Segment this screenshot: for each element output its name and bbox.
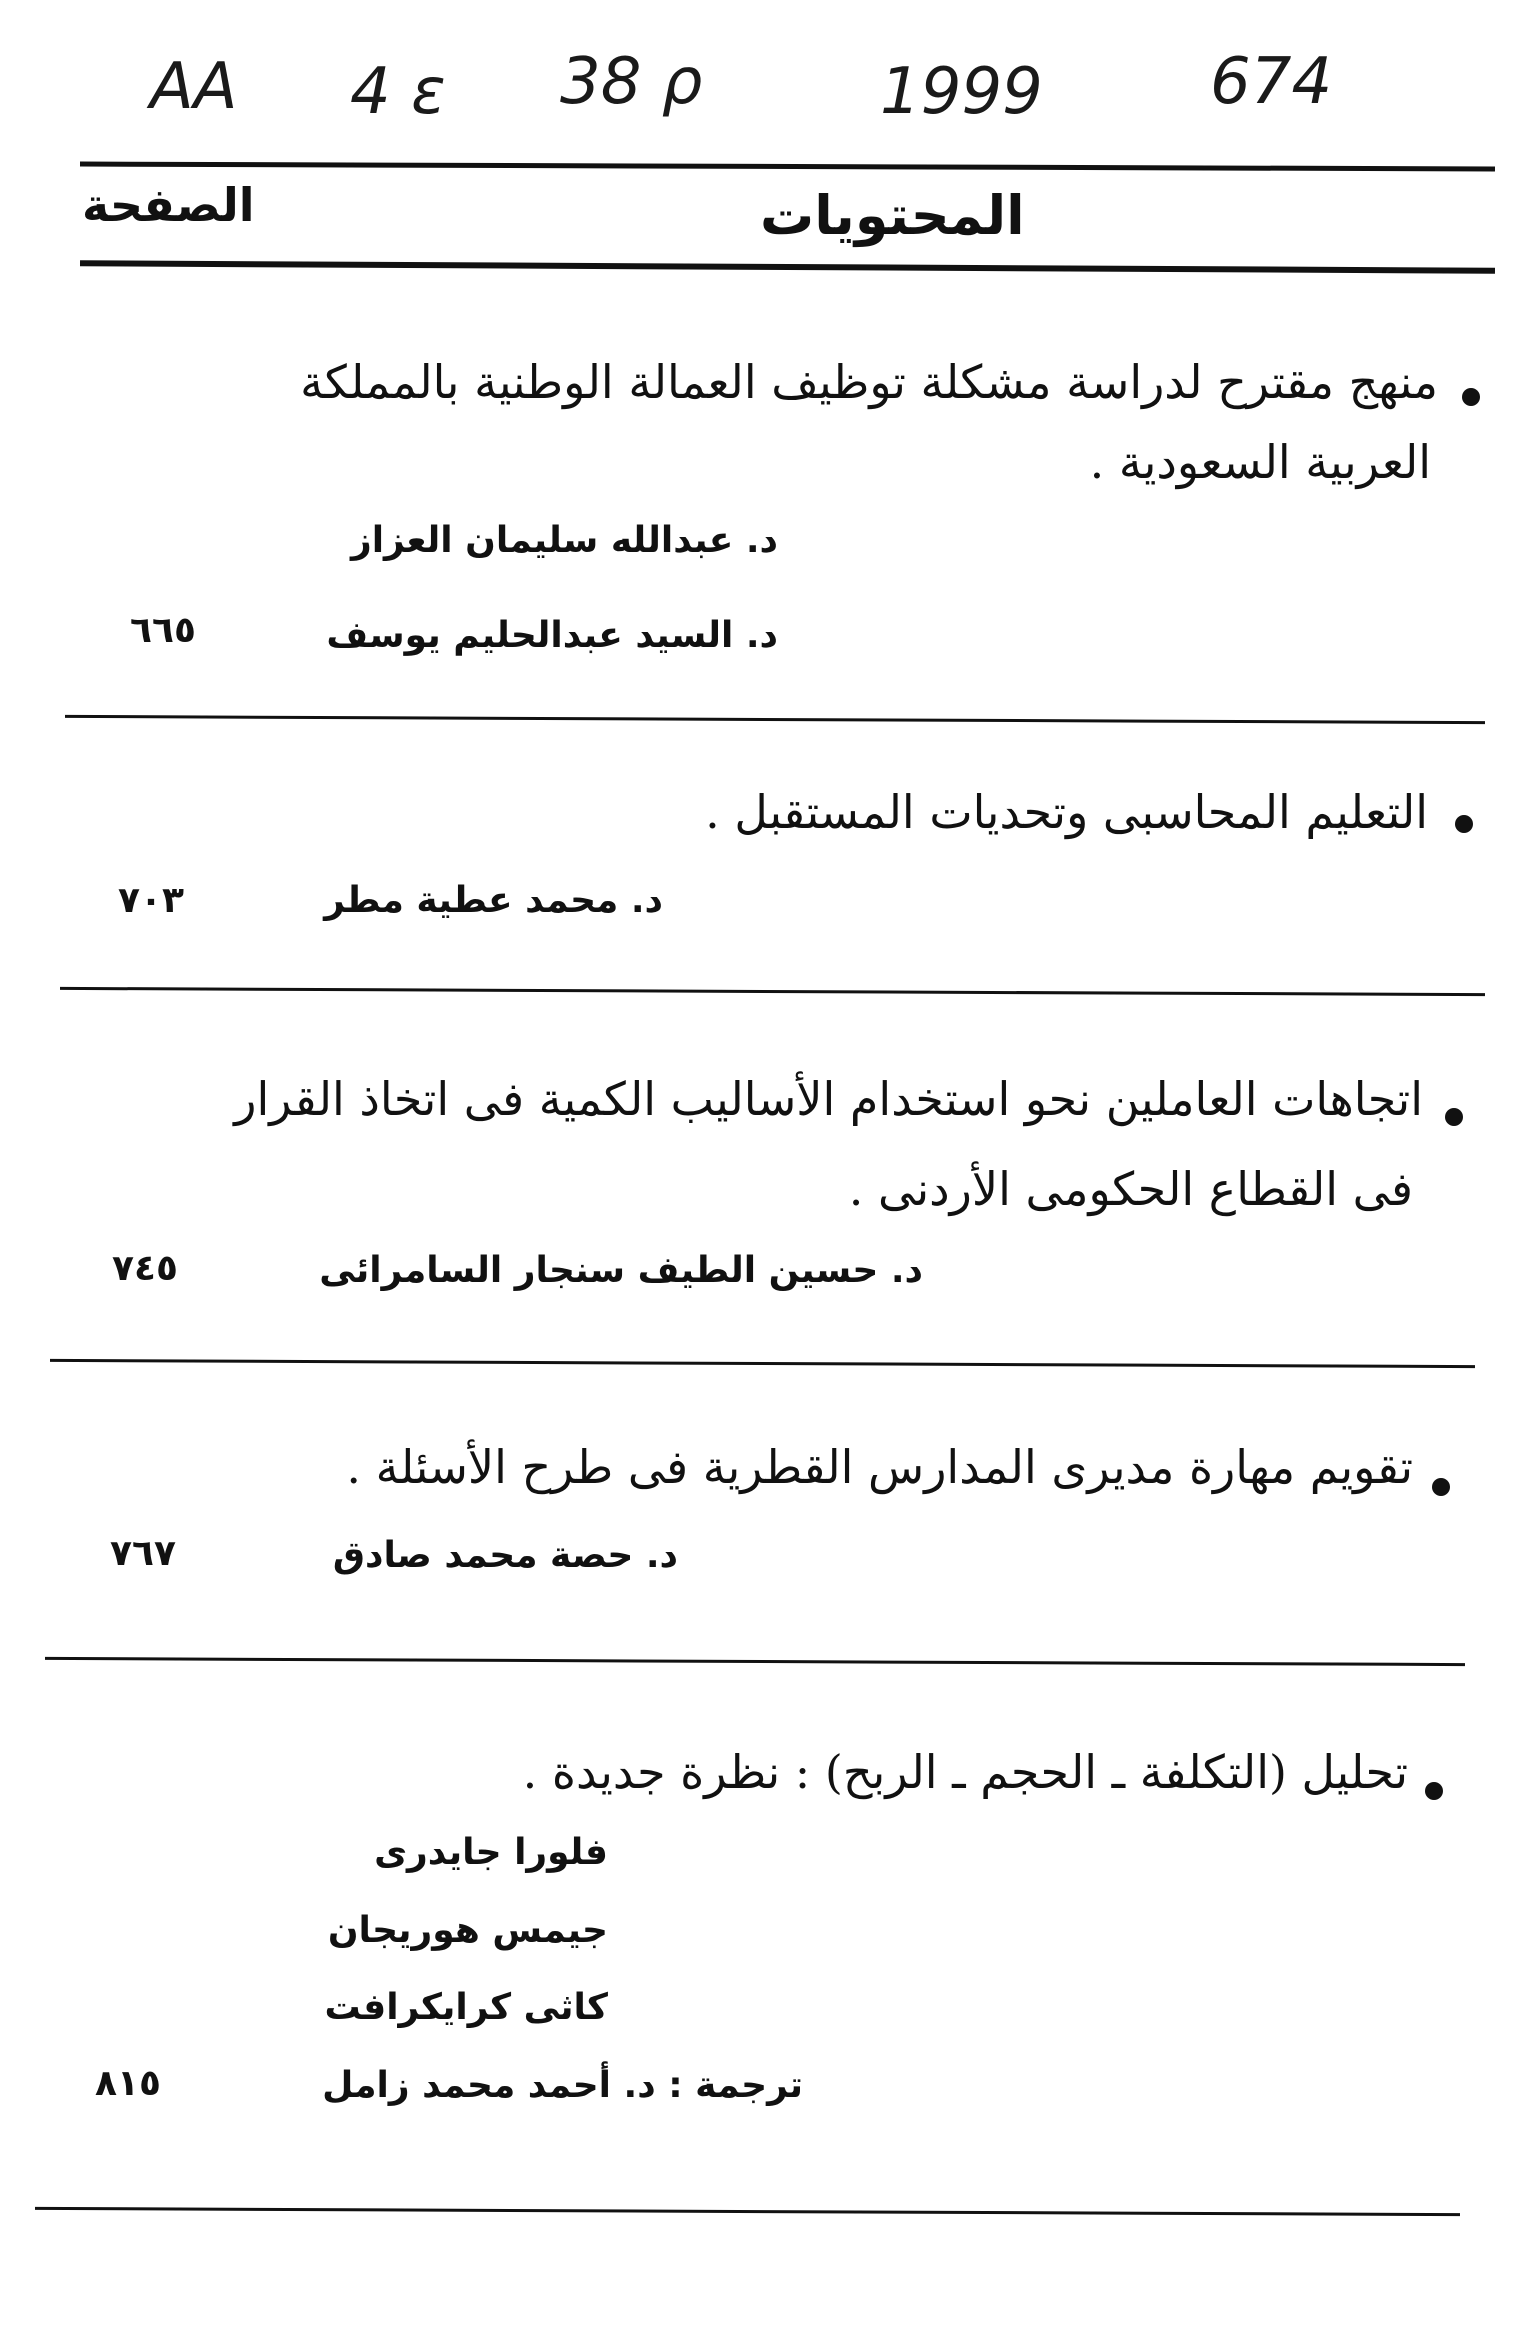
entry-title-line: اتجاهات العاملين نحو استخدام الأساليب الكمية فى اتخاذ القرار — [234, 1072, 1423, 1126]
entry-author: د. حصة محمد صادق — [332, 1535, 678, 1576]
entry-divider — [65, 715, 1485, 724]
entry-page-number: ٨١٥ — [95, 2063, 161, 2104]
entry-author: ترجمة : د. أحمد محمد زامل — [322, 2065, 803, 2106]
entry-title-line: فى القطاع الحكومى الأردنى . — [848, 1162, 1413, 1216]
entry-title-line: تحليل (التكلفة ـ الحجم ـ الربح) : نظرة جديدة . — [522, 1745, 1408, 1799]
header-bottom-rule — [80, 260, 1495, 273]
entry-page-number: ٦٦٥ — [130, 610, 196, 651]
entry-title-line: العربية السعودية . — [1089, 435, 1431, 489]
entry-author: د. حسين الطيف سنجار السامرائى — [319, 1250, 923, 1291]
bullet-icon — [1432, 1478, 1450, 1496]
entry-page-number: ٧٤٥ — [112, 1248, 178, 1289]
entry-divider — [50, 1359, 1475, 1368]
page-column-label: الصفحة — [82, 178, 255, 232]
entry-title-line: منهج مقترح لدراسة مشكلة توظيف العمالة الوطنية بالمملكة — [300, 355, 1438, 409]
entry-title-line: التعليم المحاسبى وتحديات المستقبل . — [705, 785, 1428, 839]
page-title: المحتويات — [760, 184, 1025, 247]
entry-author: جيمس هوريجان — [327, 1910, 608, 1951]
entry-author: د. السيد عبدالحليم يوسف — [326, 615, 778, 656]
bullet-icon — [1445, 1108, 1463, 1126]
bullet-icon — [1425, 1782, 1443, 1800]
entry-title-line: تقويم مهارة مديرى المدارس القطرية فى طرح الأسئلة . — [346, 1440, 1413, 1494]
entry-divider — [35, 2207, 1460, 2216]
handwritten-note-1: AA — [150, 50, 238, 124]
bullet-icon — [1455, 815, 1473, 833]
header-top-rule — [80, 162, 1495, 172]
entry-page-number: ٧٦٧ — [110, 1533, 176, 1574]
entry-author: كاثى كرايكرافت — [324, 1987, 608, 2028]
handwritten-note-3: 38 ρ — [560, 45, 703, 119]
handwritten-note-4: 1999 — [880, 55, 1043, 129]
handwritten-note-5: 674 — [1210, 45, 1333, 119]
entry-page-number: ٧٠٣ — [118, 880, 184, 921]
entry-author: فلورا جايدرى — [374, 1832, 608, 1873]
entry-divider — [60, 987, 1485, 996]
entry-author: د. عبدالله سليمان العزاز — [350, 520, 778, 561]
entry-author: د. محمد عطية مطر — [324, 880, 663, 921]
entry-divider — [45, 1657, 1465, 1666]
handwritten-note-2: 4 ε — [350, 55, 446, 129]
bullet-icon — [1462, 388, 1480, 406]
